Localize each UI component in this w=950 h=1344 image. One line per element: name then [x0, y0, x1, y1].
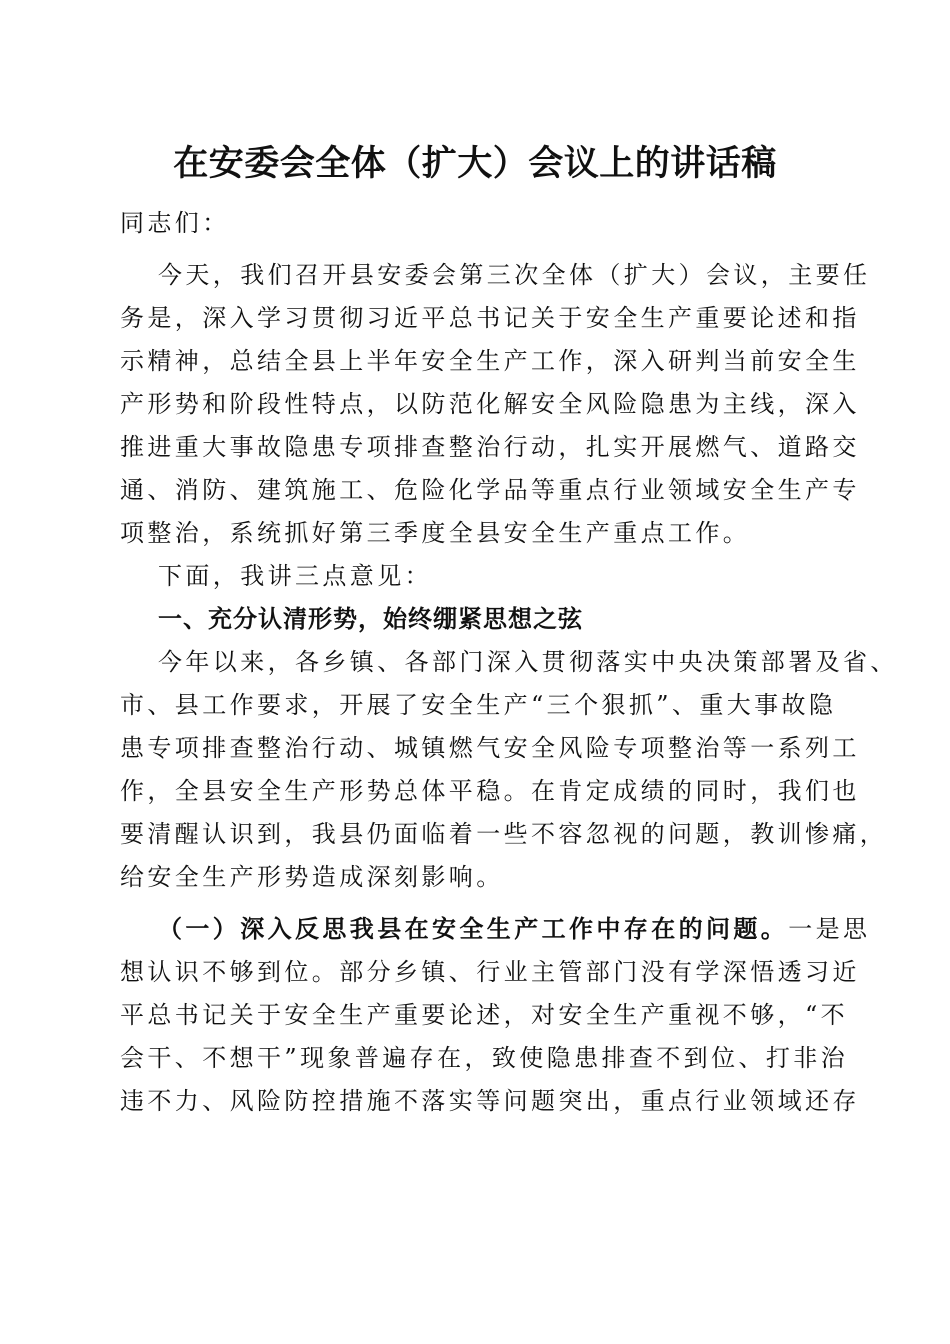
- paragraph-line: 示精神，总结全县上半年安全生产工作，深入研判当前安全生: [120, 347, 860, 375]
- document-title: 在安委会全体（扩大）会议上的讲话稿: [173, 143, 777, 184]
- paragraph-outline: 下面，我讲三点意见：: [158, 562, 432, 590]
- paragraph-situation: [120, 641, 898, 899]
- paragraph-first-line: [120, 907, 871, 951]
- salutation: 同志们：: [120, 209, 230, 237]
- paragraph-line: 项整治，系统抓好第三季度全县安全生产重点工作。: [120, 519, 751, 547]
- paragraph-line: 产形势和阶段性特点，以防范化解安全风险隐患为主线，深入: [120, 390, 860, 418]
- paragraph-line: 平总书记关于安全生产重要论述，对安全生产重视不够，“不: [120, 1001, 849, 1029]
- paragraph-line: 市、县工作要求，开展了安全生产“三个狠抓”、重大事故隐: [120, 691, 837, 719]
- paragraph-intro: [120, 254, 871, 555]
- paragraph-line: 作，全县安全生产形势总体平稳。在肯定成绩的同时，我们也: [120, 777, 860, 805]
- paragraph-line: 想认识不够到位。部分乡镇、行业主管部门没有学深悟透习近: [120, 958, 860, 986]
- paragraph-line: 今天，我们召开县安委会第三次全体（扩大）会议，主要任: [158, 261, 871, 289]
- paragraph-line: 今年以来，各乡镇、各部门深入贯彻落实中央决策部署及省、: [158, 648, 898, 676]
- paragraph-line: 会干、不想干”现象普遍存在，致使隐患排查不到位、打非治: [120, 1044, 849, 1072]
- paragraph-line: 推进重大事故隐患专项排查整治行动，扎实开展燃气、道路交: [120, 433, 860, 461]
- document-body: [120, 202, 898, 1123]
- paragraph-line: 给安全生产形势造成深刻影响。: [120, 863, 504, 891]
- paragraph-line: 通、消防、建筑施工、危险化学品等重点行业领域安全生产专: [120, 476, 860, 504]
- section-heading-1: 一、充分认清形势，始终绷紧思想之弦: [158, 605, 583, 633]
- paragraph-line: 务是，深入学习贯彻习近平总书记关于安全生产重要论述和指: [120, 304, 860, 332]
- paragraph-problems: [120, 907, 871, 1123]
- paragraph-line: 要清醒认识到，我县仍面临着一些不容忽视的问题，教训惨痛，: [120, 820, 888, 848]
- subheading-1: （一）深入反思我县在安全生产工作中存在的问题。: [158, 914, 789, 943]
- paragraph-line: 患专项排查整治行动、城镇燃气安全风险专项整治等一系列工: [120, 734, 860, 762]
- paragraph-line: 违不力、风险防控措施不落实等问题突出，重点行业领域还存: [120, 1087, 860, 1115]
- subheading-continuation: 一是思: [788, 915, 871, 943]
